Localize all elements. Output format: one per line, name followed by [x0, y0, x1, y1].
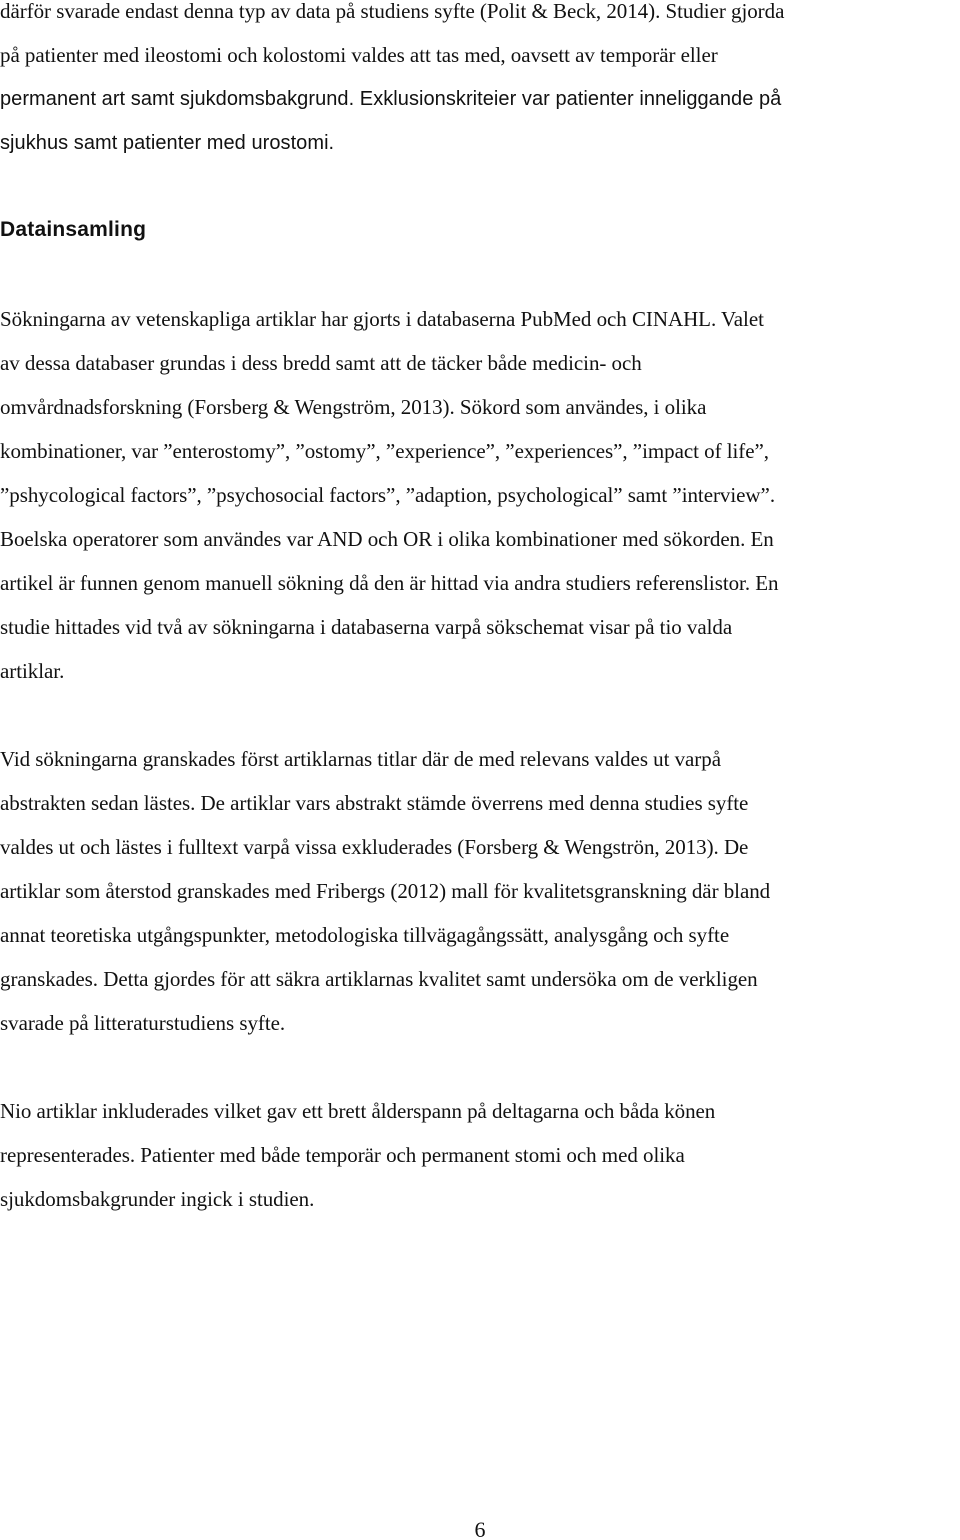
- section-heading: Datainsamling: [0, 218, 147, 241]
- search-line-7: artikel är funnen genom manuell sökning då den är hittad via andra studiers referenslistor. En: [0, 571, 779, 595]
- search-line-3: omvårdnadsforskning (Forsberg & Wengström, 2013). Sökord som användes, i olika: [0, 395, 707, 419]
- search-line-2: av dessa databaser grundas i dess bredd samt att de täcker både medicin- och: [0, 351, 642, 375]
- result-line-2: representerades. Patienter med både temporär och permanent stomi och med olika: [0, 1143, 685, 1167]
- search-line-4: kombinationer, var ”enterostomy”, ”ostomy”, ”experience”, ”experiences”, ”impact of life”,: [0, 439, 769, 463]
- result-line-1: Nio artiklar inkluderades vilket gav ett brett ålderspann på deltagarna och båda könen: [0, 1099, 716, 1123]
- review-line-2: abstrakten sedan lästes. De artiklar vars abstrakt stämde överrens med denna studies syfte: [0, 791, 749, 815]
- intro-line-1: därför svarade endast denna typ av data på studiens syfte (Polit & Beck, 2014). Studier gjorda: [0, 0, 785, 23]
- review-line-3: valdes ut och lästes i fulltext varpå vissa exkluderades (Forsberg & Wengströn, 2013). De: [0, 835, 749, 859]
- page-number: 6: [474, 1517, 486, 1540]
- intro-line-2: på patienter med ileostomi och kolostomi valdes att tas med, oavsett av temporär eller: [0, 43, 718, 67]
- search-line-9: artiklar.: [0, 659, 65, 683]
- review-line-5: annat teoretiska utgångspunkter, metodologiska tillvägagångssätt, analysgång och syfte: [0, 923, 730, 947]
- result-line-3: sjukdomsbakgrunder ingick i studien.: [0, 1187, 315, 1211]
- review-line-7: svarade på litteraturstudiens syfte.: [0, 1011, 286, 1035]
- review-line-1: Vid sökningarna granskades först artiklarnas titlar där de med relevans valdes ut varpå: [0, 747, 721, 771]
- review-line-6: granskades. Detta gjordes för att säkra artiklarnas kvalitet samt undersöka om de verkligen: [0, 967, 758, 991]
- intro-line-3: permanent art samt sjukdomsbakgrund. Exklusionskriteier var patienter inneliggande på: [0, 88, 782, 110]
- search-line-8: studie hittades vid två av sökningarna i databaserna varpå sökschemat visar på tio valda: [0, 615, 733, 639]
- intro-line-4: sjukhus samt patienter med urostomi.: [0, 132, 335, 154]
- review-line-4: artiklar som återstod granskades med Fribergs (2012) mall för kvalitetsgranskning där bland: [0, 879, 771, 903]
- search-line-1: Sökningarna av vetenskapliga artiklar har gjorts i databaserna PubMed och CINAHL. Valet: [0, 307, 764, 331]
- search-line-6: Boelska operatorer som användes var AND och OR i olika kombinationer med sökorden. En: [0, 527, 774, 551]
- search-line-5: ”pshycological factors”, ”psychosocial factors”, ”adaption, psychological” samt ”interview”.: [0, 483, 776, 507]
